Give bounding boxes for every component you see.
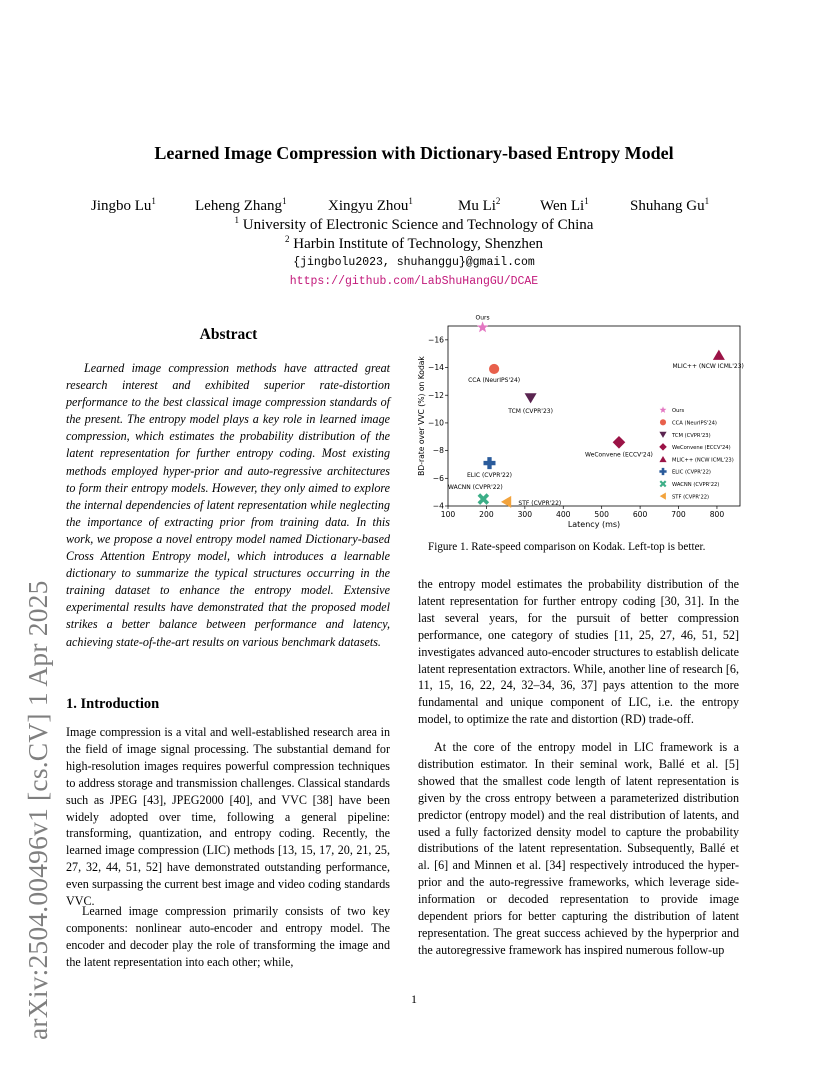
- x-axis: [441, 506, 725, 519]
- plus-marker: [659, 468, 666, 475]
- point-label: STF (CVPR'22): [518, 499, 562, 507]
- y-axis-label: BD-rate over VVC (%) on Kodak: [417, 356, 426, 476]
- y-tick-label: −4: [432, 501, 444, 511]
- y-tick-label: −8: [432, 446, 444, 456]
- legend-entry: CCA (NeurIPS'24): [672, 420, 717, 427]
- author-affiliation-mark: 1: [704, 196, 710, 206]
- circle-marker: [489, 364, 499, 374]
- legend-entry: Ours: [672, 408, 685, 415]
- affiliation-1: [0, 215, 828, 234]
- arxiv-stamp: arXiv:2504.00496v1 [cs.CV] 1 Apr 2025: [22, 580, 53, 1040]
- point-label: MLIC++ (NCW ICML'23): [672, 363, 744, 371]
- author-name: Wen Li: [540, 198, 585, 214]
- rate-speed-chart: [412, 314, 744, 534]
- author-affiliation-mark: 1: [151, 196, 156, 206]
- x-tick-label: 800: [709, 510, 725, 519]
- affiliation-mark: 1: [234, 215, 240, 225]
- page-number: 1: [411, 992, 417, 1006]
- diamond-marker: [613, 436, 626, 449]
- author-4: [458, 196, 500, 215]
- legend-entry: WeConvene (ECCV'24): [672, 445, 731, 452]
- author-affiliation-mark: 1: [282, 196, 287, 206]
- author-name: Shuhang Gu: [630, 198, 705, 214]
- triangle-up-marker: [713, 350, 725, 360]
- point-label: TCM (CVPR'23): [508, 408, 553, 415]
- author-affiliation-mark: 2: [495, 196, 501, 206]
- legend-entry: MLIC++ (NCW ICML'23): [672, 457, 734, 464]
- legend-entry: TCM (CVPR'23): [672, 432, 711, 439]
- legend-entry: STF (CVPR'22): [672, 494, 710, 501]
- x-tick-label: 700: [671, 510, 686, 519]
- abstract-text: Learned image compression methods have attracted great research interest and exhibited superior rate-distortion performance to the best classical image compression standards of the present. The entropy model plays a key role in learned image compression, which estimates the probability distribution of the latent representation for further entropy coding. Most existing methods employed hyper-prior and auto-regressive architectures to form their entropy models. However, they only aimed to explore the internal dependencies of latent representation while neglecting the importance of extracting prior from training data. In this work, we propose a novel entropy model named Dictionary-based Cross Attention Entropy model, which introduces a learnable dictionary to summarize the typical structures occurring in the training dataset to enhance the entropy model. Extensive experimental results have demonstrated that the proposed model strikes a better balance between performance and latency, achieving state-of-the-art results on various benchmark datasets.: [66, 361, 390, 649]
- y-tick-label: −6: [432, 473, 444, 483]
- star-marker: [660, 406, 667, 413]
- introduction-heading: 1. Introduction: [66, 696, 160, 712]
- author-affiliation-mark: 1: [584, 196, 589, 206]
- affiliation-2: [0, 234, 828, 253]
- legend-entry: ELIC (CVPR'22): [672, 469, 711, 476]
- left-paragraph-2: Learned image compression primarily consists of two key components: nonlinear auto-encoder and entropy model. The encoder and decoder play the role of transforming the image and the latent representation into each other; while,: [66, 904, 390, 969]
- figure-caption: Figure 1. Rate-speed comparison on Kodak. Left-top is better.: [428, 541, 706, 553]
- x-marker: [479, 495, 488, 504]
- abstract-heading: Abstract: [199, 326, 258, 343]
- affiliation-mark: 2: [285, 234, 290, 244]
- affiliation-text: University of Electronic Science and Technology of China: [242, 217, 594, 233]
- plus-marker: [483, 457, 495, 469]
- x-tick-label: 100: [440, 510, 456, 519]
- triangle-up-marker: [659, 456, 666, 462]
- github-link[interactable]: https://github.com/LabShuHangGU/DCAE: [289, 275, 539, 288]
- author-affiliation-mark: 1: [408, 196, 413, 206]
- y-axis: [428, 335, 448, 510]
- paper-title: Learned Image Compression with Dictionary-based Entropy Model: [154, 143, 674, 163]
- right-paragraph-2: At the core of the entropy model in LIC framework is a distribution estimator. In their seminal work, Ballé et al. [5] showed that the smallest code length of latent representation is given by the cross entropy between a parameterized distribution predictor (entropy model) and the real distribution of latents, and used a fully factorized density model to capture the probability distributions of the latent representation. Subsequently, Ballé et al. [6] and Minnen et al. [34] respectively introduced the hyper-prior and the auto-regressive frameworks, which leverage side-information or decoded representation to provide image dependent priors for better capturing the distribution of latent representation. The great success achieved by the hyperprior and the autoregressive framework has inspired numerous follow-up: [418, 740, 739, 957]
- right-paragraph-1: the entropy model estimates the probability distribution of the latent representation for further entropy coding [30, 31]. In the last several years, for the pursuit of better compression performance, one category of studies [11, 25, 27, 46, 51, 52] investigates advanced auto-encoder structures to establish delicate latent representation extractors. While, another line of research [6, 11, 15, 16, 22, 24, 32–34, 36, 37] pays attention to the more fundamental and unique component of LIC, i.e. the entropy model, to optimize the rate and distortion (RD) trade-off.: [418, 577, 739, 727]
- point-label: WACNN (CVPR'22): [447, 484, 503, 492]
- point-label: ELIC (CVPR'22): [466, 472, 513, 480]
- author-3: [328, 196, 413, 215]
- x-tick-label: 600: [632, 510, 648, 519]
- x-axis-label: Latency (ms): [567, 520, 621, 529]
- author-email: {jingbolu2023, shuhanggu}@gmail.com: [293, 256, 535, 269]
- point-label: WeConvene (ECCV'24): [585, 451, 653, 459]
- author-2: [195, 196, 287, 215]
- y-tick-label: −14: [427, 363, 444, 373]
- chart-legend: [659, 406, 734, 500]
- github-link-row: [0, 275, 828, 288]
- x-tick-label: 400: [556, 510, 571, 519]
- affiliation-text: Harbin Institute of Technology, Shenzhen: [293, 236, 543, 252]
- star-marker: [477, 321, 488, 332]
- y-tick-label: −16: [427, 335, 444, 345]
- triangle-left-marker: [660, 493, 666, 500]
- x-tick-label: 200: [479, 510, 494, 519]
- x-tick-label: 500: [594, 510, 609, 519]
- author-name: Leheng Zhang: [195, 198, 283, 214]
- triangle-down-marker: [525, 393, 537, 403]
- left-paragraph-1: Image compression is a vital and well-established research area in the field of image signal processing. The substantial demand for high-resolution images requires powerful compression techniques to address storage and transmission challenges. Classical standards such as JPEG [43], JPEG2000 [40], and VVC [38] have been widely adopted over time, following a general pipeline: transforming, quantization, and entropy coding. Recently, the learned image compression (LIC) methods [13, 15, 17, 20, 21, 25, 27, 32, 44, 51, 52] have demonstrated outstanding performance, even surpassing the current best image and video coding standards VVC.: [66, 725, 390, 909]
- author-name: Jingbo Lu: [91, 198, 152, 214]
- x-tick-label: 300: [517, 510, 533, 519]
- circle-marker: [660, 419, 666, 425]
- author-1: [91, 196, 156, 215]
- y-tick-label: −10: [427, 418, 444, 428]
- author-name: Xingyu Zhou: [328, 198, 409, 214]
- author-6: [630, 196, 709, 215]
- x-marker: [660, 481, 665, 486]
- point-label: CCA (NeurIPS'24): [468, 376, 521, 384]
- diamond-marker: [659, 443, 667, 451]
- author-5: [540, 196, 589, 215]
- author-name: Mu Li: [458, 198, 496, 214]
- legend-entry: WACNN (CVPR'22): [672, 482, 720, 488]
- point-label: Ours: [475, 314, 490, 322]
- point-labels: [448, 314, 744, 506]
- triangle-down-marker: [659, 432, 666, 438]
- y-tick-label: −12: [427, 390, 444, 400]
